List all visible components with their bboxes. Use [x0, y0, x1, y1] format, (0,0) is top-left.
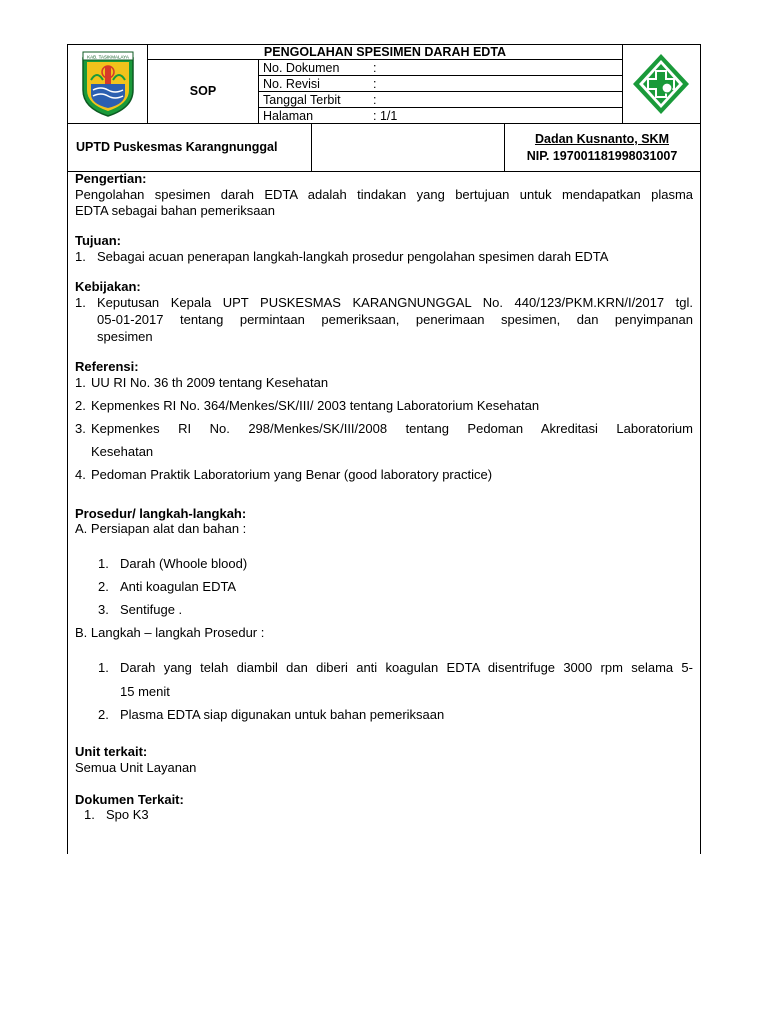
sop-label: SOP: [189, 84, 217, 98]
prosedur-title: Prosedur/ langkah-langkah:: [75, 506, 247, 521]
page-label: Halaman: [263, 109, 314, 123]
doc-number-value: :: [373, 61, 377, 75]
signatory-nip: NIP. 197001181998031007: [526, 149, 678, 163]
tujuan-title: Tujuan:: [75, 233, 121, 248]
prosedur-b-item-text: Darah yang telah diambil dan diberi anti koagulan EDTA disentrifuge 3000 rpm selama 5-: [120, 660, 693, 675]
referensi-item-text: Kepmenkes RI No. 298/Menkes/SK/III/2008 tentang Pedoman Akreditasi Laboratorium: [91, 421, 693, 436]
pengertian-title: Pengertian:: [75, 171, 147, 186]
pengertian-text-line1: Pengolahan spesimen darah EDTA adalah tindakan yang bertujuan untuk mendapatkan plasma: [75, 187, 693, 202]
issue-date-value: :: [373, 93, 377, 107]
referensi-item-number: 4.: [75, 467, 86, 482]
referensi-item-number: 1.: [75, 375, 86, 390]
referensi-item-text: Kepmenkes RI No. 364/Menkes/SK/III/ 2003 tentang Laboratorium Kesehatan: [91, 398, 540, 413]
unit-terkait-title: Unit terkait:: [75, 744, 148, 759]
prosedur-sub-b: B. Langkah – langkah Prosedur :: [75, 625, 265, 640]
referensi-item-text: UU RI No. 36 th 2009 tentang Kesehatan: [91, 375, 329, 390]
prosedur-a-item-text: Anti koagulan EDTA: [120, 579, 237, 594]
prosedur-sub-a: A. Persiapan alat dan bahan :: [75, 521, 247, 536]
prosedur-b-item-text: Plasma EDTA siap digunakan untuk bahan pemeriksaan: [120, 707, 445, 722]
prosedur-b-item-number: 2.: [98, 707, 109, 722]
referensi-title: Referensi:: [75, 359, 139, 374]
kebijakan-title: Kebijakan:: [75, 279, 141, 294]
revision-value: :: [373, 77, 377, 91]
referensi-item-number: 3.: [75, 421, 86, 436]
kebijakan-item-number: 1.: [75, 295, 86, 310]
prosedur-b-item-continuation: 15 menit: [120, 684, 170, 699]
page-value: : 1/1: [373, 109, 398, 123]
prosedur-a-item-number: 2.: [98, 579, 109, 594]
pengertian-text-line2: EDTA sebagai bahan pemeriksaan: [75, 203, 275, 218]
dokumen-terkait-item-text: Spo K3: [106, 807, 149, 822]
kebijakan-line2: 05-01-2017 tentang permintaan pemeriksaan, penerimaan spesimen, dan penyimpanan: [97, 312, 693, 327]
referensi-item-text: Pedoman Praktik Laboratorium yang Benar (good laboratory practice): [91, 467, 493, 482]
prosedur-a-item-number: 3.: [98, 602, 109, 617]
tujuan-item-number: 1.: [75, 249, 86, 264]
prosedur-b-item-number: 1.: [98, 660, 109, 675]
tujuan-item-text: Sebagai acuan penerapan langkah-langkah prosedur pengolahan spesimen darah EDTA: [97, 249, 609, 264]
svg-text:KAB. TASIKMALAYA: KAB. TASIKMALAYA: [87, 54, 129, 60]
issue-date-label: Tanggal Terbit: [263, 93, 341, 107]
revision-label: No. Revisi: [263, 77, 320, 91]
prosedur-a-item-number: 1.: [98, 556, 109, 571]
dokumen-terkait-title: Dokumen Terkait:: [75, 792, 184, 807]
institution-name: UPTD Puskesmas Karangnunggal: [76, 140, 278, 154]
prosedur-a-item-text: Sentifuge .: [120, 602, 183, 617]
puskesmas-logo-icon: [631, 52, 691, 116]
kebijakan-line1: Keputusan Kepala UPT PUSKESMAS KARANGNUNGGAL No. 440/123/PKM.KRN/I/2017 tgl.: [97, 295, 693, 310]
kabupaten-logo-icon: [77, 50, 139, 118]
referensi-item-number: 2.: [75, 398, 86, 413]
kebijakan-line3: spesimen: [97, 329, 153, 344]
signatory-name: Dadan Kusnanto, SKM: [534, 132, 670, 146]
doc-number-label: No. Dokumen: [263, 61, 340, 75]
prosedur-a-item-text: Darah (Whoole blood): [120, 556, 248, 571]
referensi-item-continuation: Kesehatan: [91, 444, 154, 459]
dokumen-terkait-item-number: 1.: [84, 807, 95, 822]
document-title: PENGOLAHAN SPESIMEN DARAH EDTA: [263, 45, 507, 59]
unit-terkait-text: Semua Unit Layanan: [75, 760, 197, 775]
